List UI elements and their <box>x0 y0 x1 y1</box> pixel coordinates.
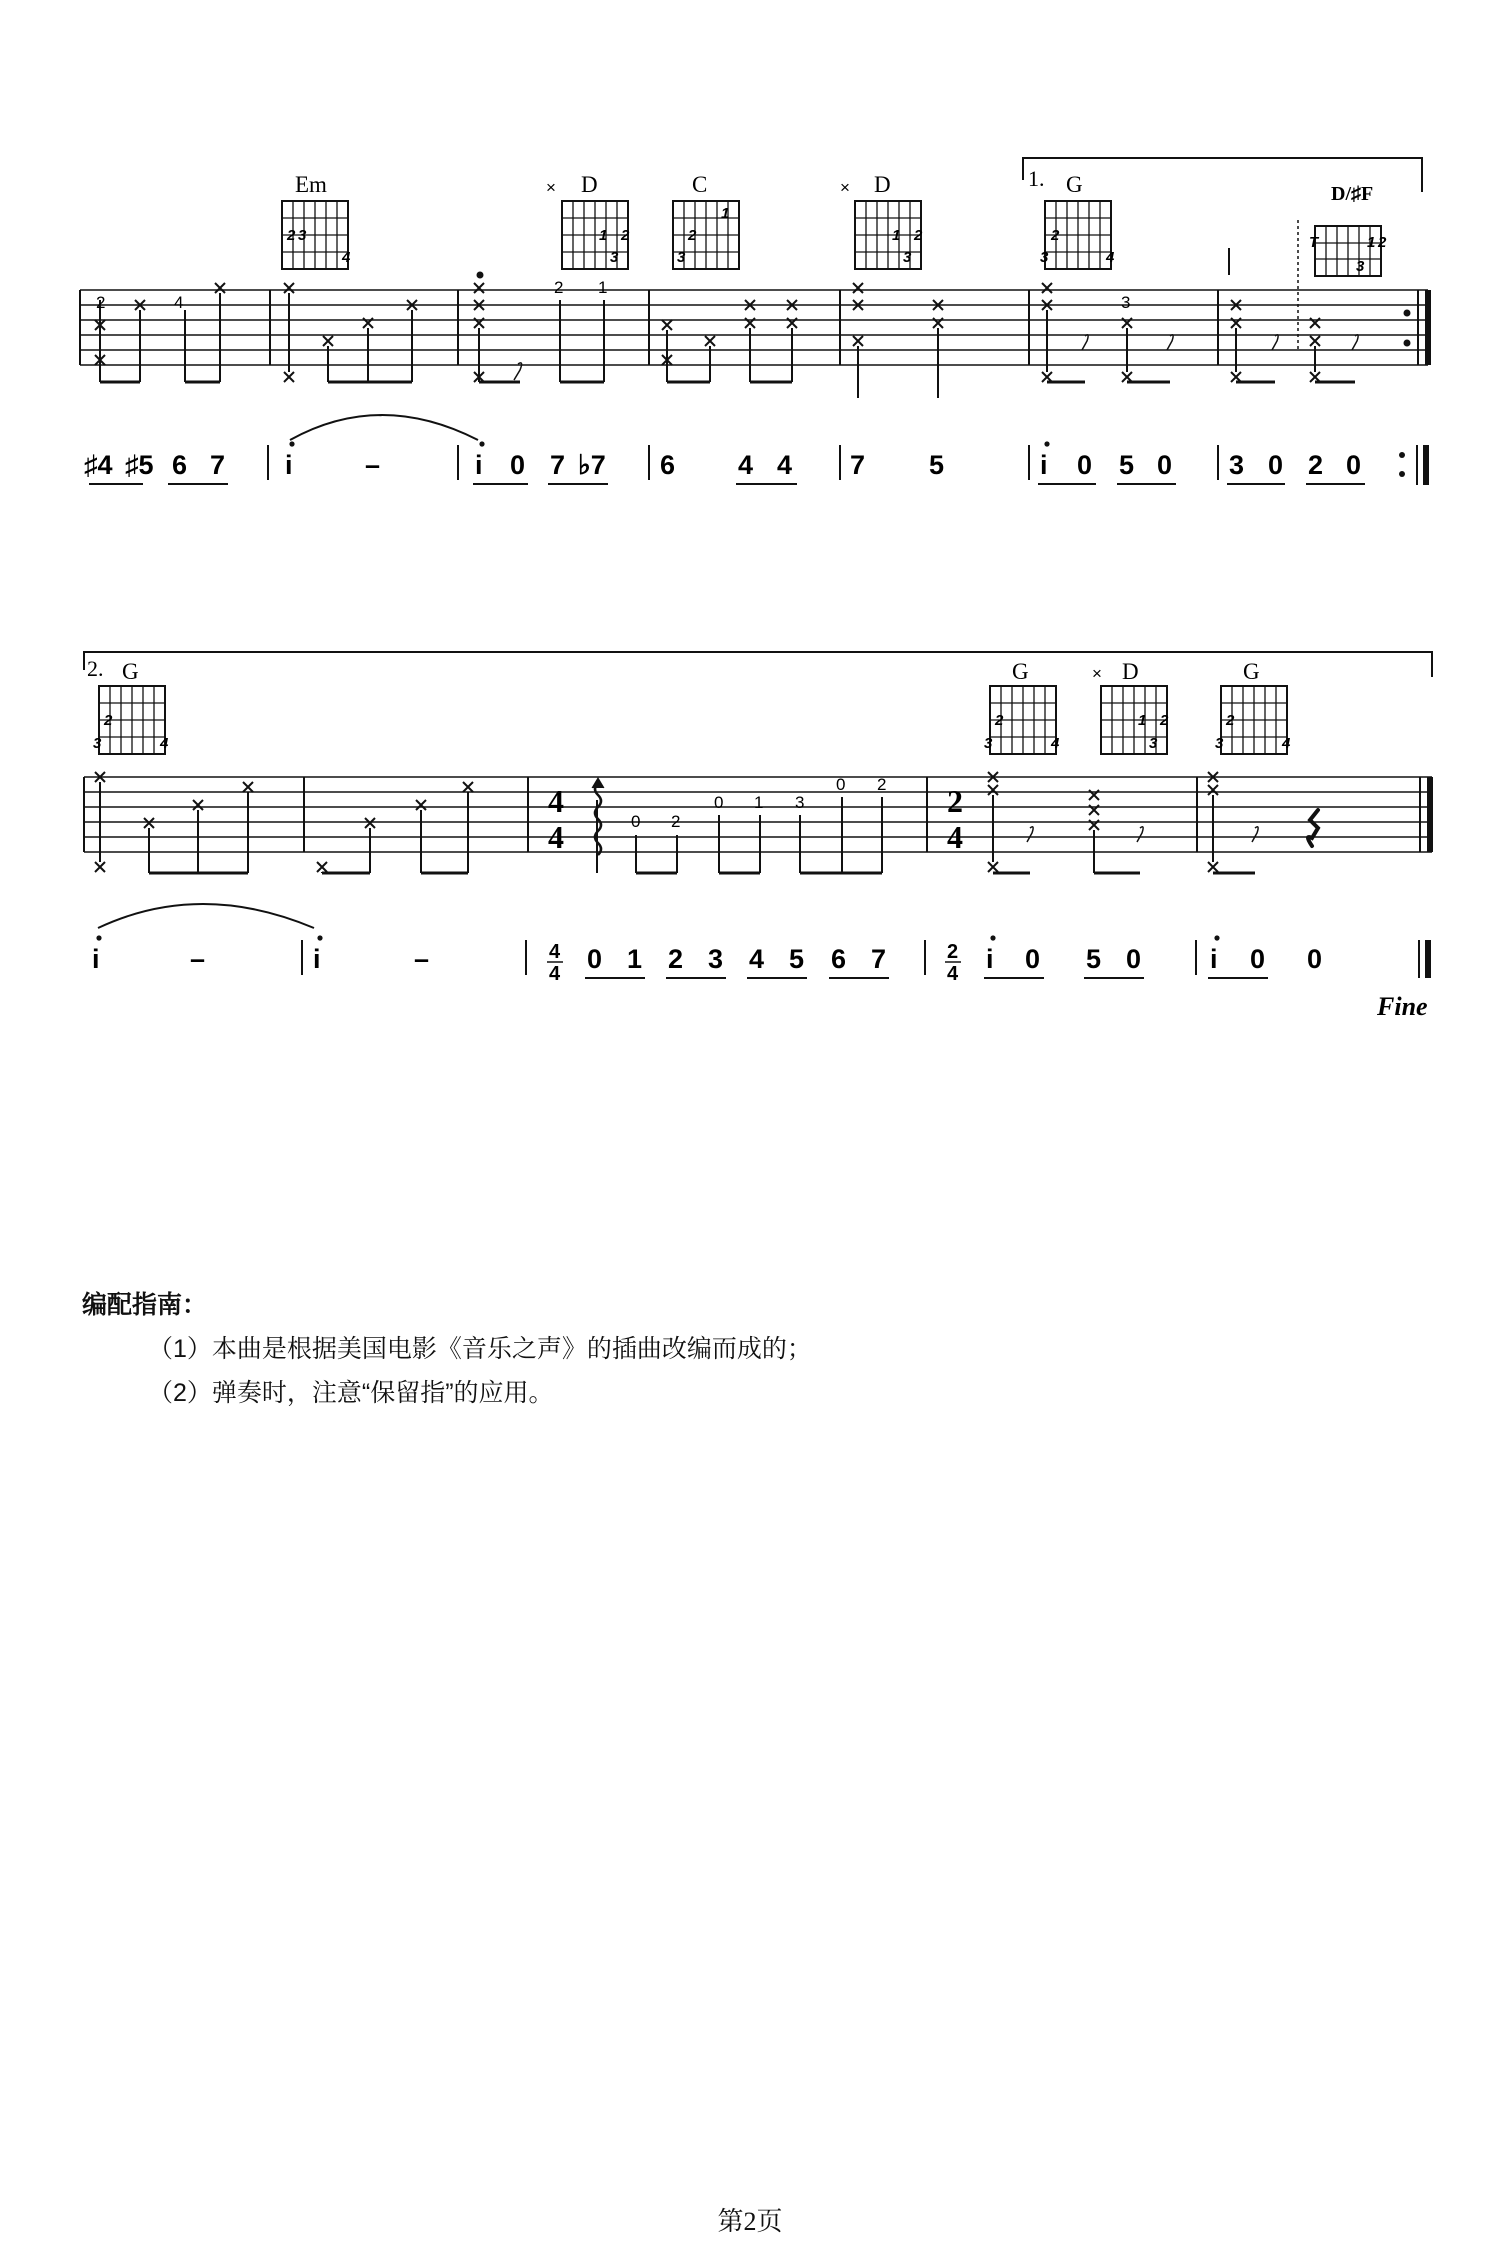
jianpu-line-2 <box>92 935 1428 985</box>
chord-diagram-d-sharp-f <box>1229 183 1387 350</box>
note: 4 <box>738 450 754 480</box>
fret-number: 2 <box>877 775 887 794</box>
fret-number: 2 <box>96 293 106 312</box>
time-signature-4-4 <box>548 783 564 855</box>
finger-number: T <box>1309 234 1319 251</box>
volta-label-2: 2. <box>87 656 104 681</box>
chord-diagram-g <box>93 659 169 754</box>
page-number: 第2页 <box>717 2207 783 2236</box>
tab-notes-1 <box>95 283 1358 398</box>
note: 4 <box>777 450 793 480</box>
volta-bracket-2 <box>84 652 1432 677</box>
time-signature-top: 2 <box>947 941 959 963</box>
note: 0 <box>1250 944 1266 974</box>
finger-number: 2 <box>1226 712 1235 729</box>
fine-marking: Fine <box>1377 992 1428 1021</box>
arrangement-notes <box>82 1283 1382 1415</box>
note: – <box>190 944 206 974</box>
finger-number: 3 <box>677 249 686 266</box>
fret-number: 2 <box>554 278 564 297</box>
chord-diagram-d <box>1092 659 1169 754</box>
quarter-rest-icon <box>1308 810 1318 846</box>
finger-number: 2 <box>621 227 630 244</box>
note: i <box>986 944 994 974</box>
note: 0 <box>510 450 526 480</box>
chord-name: D <box>874 172 891 197</box>
fret-number: 3 <box>1121 293 1131 312</box>
note: ♭7 <box>578 450 606 480</box>
system-2 <box>84 652 1432 1021</box>
mute-x-icon: × <box>840 178 850 197</box>
note: 6 <box>660 450 676 480</box>
svg-text:2: 2 <box>947 783 963 819</box>
finger-number: 1 <box>892 227 901 244</box>
note: 7 <box>871 944 887 974</box>
finger-number: 1 <box>721 205 730 222</box>
jianpu-line-1 <box>84 441 1426 485</box>
svg-text:4: 4 <box>548 783 564 819</box>
staccato-dot <box>477 272 484 279</box>
finger-number: 3 <box>610 249 619 266</box>
mute-x-icon: × <box>546 178 556 197</box>
chord-diagram-d <box>546 172 630 269</box>
note: 3 <box>1229 450 1245 480</box>
svg-text:4: 4 <box>548 819 564 855</box>
finger-number: 3 <box>1215 735 1224 752</box>
finger-number: 4 <box>1051 735 1060 752</box>
chord-name: G <box>1012 659 1029 684</box>
chord-name: D <box>1122 659 1139 684</box>
note: – <box>365 450 381 480</box>
finger-number: 2 <box>914 227 923 244</box>
fret-number: 4 <box>174 293 184 312</box>
note: i <box>285 450 293 480</box>
finger-number: 2 <box>1051 227 1060 244</box>
finger-number: 3 <box>93 735 102 752</box>
finger-number: 2 <box>287 227 296 244</box>
note: 5 <box>789 944 805 974</box>
note: i <box>313 944 321 974</box>
time-signature-bottom: 4 <box>947 963 959 985</box>
note: 6 <box>831 944 847 974</box>
system-1 <box>80 158 1428 485</box>
fret-numbers-1 <box>96 278 1130 312</box>
note: i <box>1210 944 1218 974</box>
note: 0 <box>1025 944 1041 974</box>
note: ♯5 <box>125 450 154 480</box>
note: 5 <box>1086 944 1102 974</box>
note: 0 <box>1346 450 1362 480</box>
fret-number: 2 <box>671 812 681 831</box>
slur <box>98 904 314 928</box>
note: – <box>414 944 430 974</box>
time-signature-2-4 <box>947 783 963 855</box>
mute-x-icon: × <box>1092 664 1102 683</box>
finger-number: 3 <box>1356 258 1365 275</box>
chord-diagram-d <box>840 172 923 269</box>
note-item: （2）弹奏时，注意“保留指”的应用。 <box>148 1379 554 1407</box>
chord-name: G <box>1243 659 1260 684</box>
finger-number: 1 <box>1138 712 1147 729</box>
repeat-dot <box>1404 310 1411 317</box>
note: i <box>1040 450 1048 480</box>
note: i <box>92 944 100 974</box>
note: 1 <box>627 944 643 974</box>
finger-number: 1 <box>1367 234 1376 251</box>
finger-number: 3 <box>1149 735 1158 752</box>
note: 0 <box>1126 944 1142 974</box>
finger-number: 3 <box>984 735 993 752</box>
chord-name: G <box>1066 172 1083 197</box>
finger-number: 2 <box>995 712 1004 729</box>
chord-diagram-g <box>984 659 1060 754</box>
finger-number: 4 <box>160 735 169 752</box>
finger-number: 4 <box>1282 735 1291 752</box>
fret-number: 0 <box>631 812 641 831</box>
note: 6 <box>172 450 188 480</box>
note: 5 <box>1119 450 1135 480</box>
fret-number: 3 <box>795 793 805 812</box>
note: 2 <box>668 944 684 974</box>
note: 0 <box>1307 944 1323 974</box>
note: 2 <box>1308 450 1324 480</box>
note: 0 <box>1268 450 1284 480</box>
note: 0 <box>1077 450 1093 480</box>
finger-number: 3 <box>298 227 307 244</box>
finger-number: 3 <box>1040 249 1049 266</box>
finger-number: 2 <box>1160 712 1169 729</box>
repeat-dot <box>1404 340 1411 347</box>
note: 7 <box>850 450 866 480</box>
time-signature-top: 4 <box>549 941 561 963</box>
time-signature-bottom: 4 <box>549 963 561 985</box>
finger-number: 2 <box>1378 234 1387 251</box>
chord-name: D <box>581 172 598 197</box>
chord-name: D/♯F <box>1331 183 1374 205</box>
finger-number: 4 <box>342 249 351 266</box>
chord-diagram-g <box>1215 659 1291 754</box>
note: 7 <box>210 450 226 480</box>
note: 0 <box>1157 450 1173 480</box>
tab-staff-2 <box>84 777 1432 852</box>
finger-number: 2 <box>688 227 697 244</box>
fret-number: 1 <box>598 278 608 297</box>
fret-number: 0 <box>836 775 846 794</box>
finger-number: 4 <box>1106 249 1115 266</box>
finger-number: 1 <box>599 227 608 244</box>
slur <box>290 415 478 440</box>
volta-label-1: 1. <box>1028 166 1045 191</box>
note: 5 <box>929 450 945 480</box>
fret-number: 1 <box>754 793 764 812</box>
finger-number: 3 <box>903 249 912 266</box>
chord-diagram-c <box>673 172 739 269</box>
chord-diagram-g <box>1040 172 1115 269</box>
chord-diagram-em <box>282 172 351 269</box>
chord-name: G <box>122 659 139 684</box>
note: 0 <box>587 944 603 974</box>
notes-title: 编配指南： <box>82 1291 208 1319</box>
note: 7 <box>550 450 566 480</box>
note: i <box>475 450 483 480</box>
note: ♯4 <box>84 450 113 480</box>
finger-number: 2 <box>104 712 113 729</box>
svg-text:4: 4 <box>947 819 963 855</box>
note: 3 <box>708 944 724 974</box>
chord-name: C <box>692 172 708 197</box>
note: 4 <box>749 944 765 974</box>
fret-number: 0 <box>714 793 724 812</box>
barlines-2 <box>84 777 1430 852</box>
note-item: （1）本曲是根据美国电影《音乐之声》的插曲改编而成的； <box>148 1335 812 1363</box>
chord-name: Em <box>295 172 327 197</box>
